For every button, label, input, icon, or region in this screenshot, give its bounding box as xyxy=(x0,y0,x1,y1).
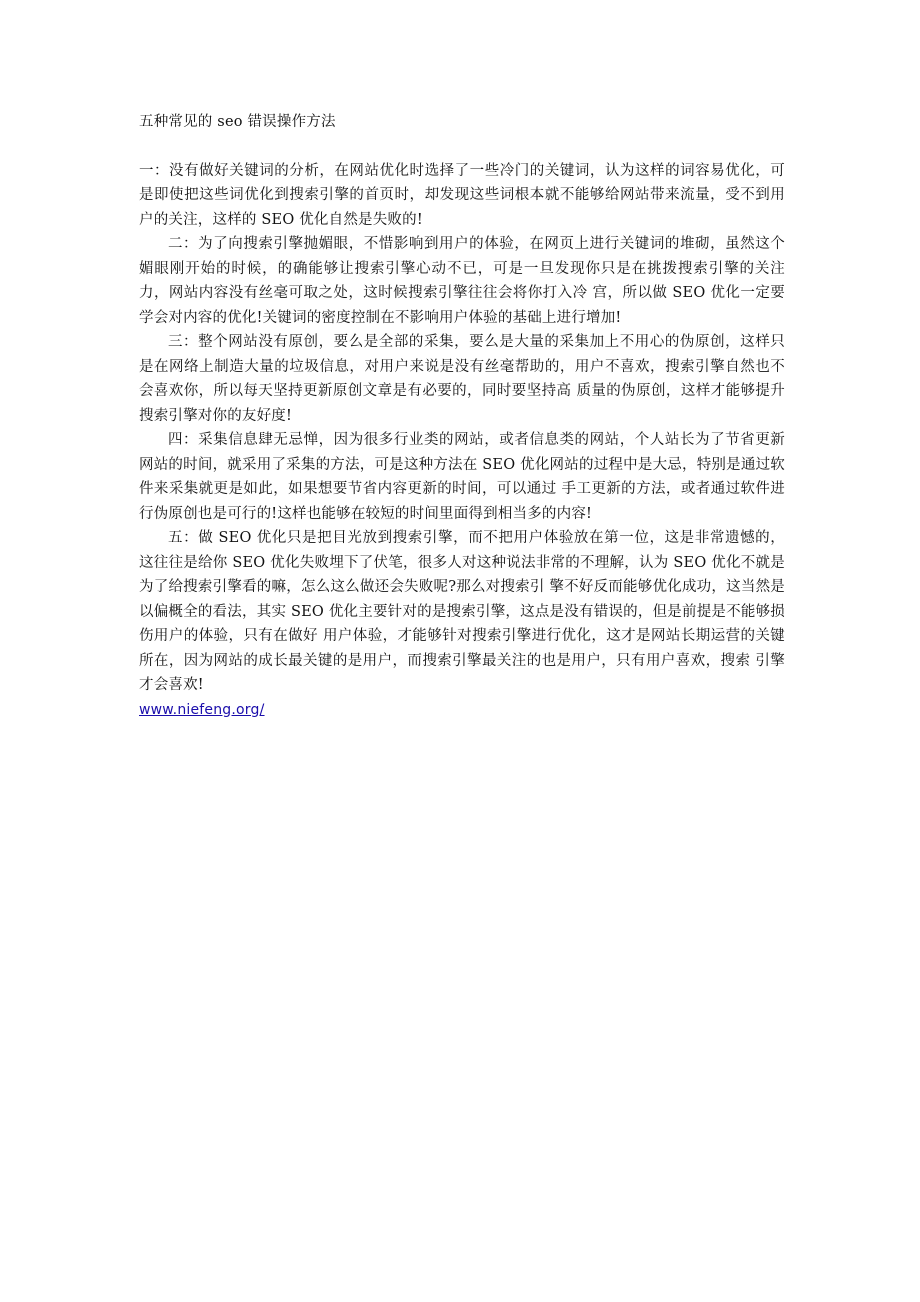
paragraph-3: 三：整个网站没有原创，要么是全部的采集，要么是大量的采集加上不用心的伪原创，这样只 是在网络上制造大量的垃圾信息，对用户来说是没有丝毫帮助的，用户不喜欢，搜索引擎自然也不会喜欢你，所以每天坚持更新原创文章是有必要的，同时要坚持高 质量的伪原创，这样才能够提升搜索引擎对你的友好度! xyxy=(139,334,785,424)
website-link[interactable]: www.niefeng.org/ xyxy=(139,701,265,718)
paragraph-1: 一：没有做好关键词的分析，在网站优化时选择了一些冷门的关键词，认为这样的词容易优化，可是即使把这些词优化到搜索引擎的首页时，却发现这些词根本就不能够给网站带来流量，受不到用户的关注，这样的 SEO 优化自然是失败的! xyxy=(139,162,785,228)
paragraph-4: 四：采集信息肆无忌惮，因为很多行业类的网站，或者信息类的网站，个人站长为了节省更新 网站的时间，就采用了采集的方法，可是这种方法在 SEO 优化网站的过程中是大忌，特别是通过软件来采集就更是如此，如果想要节省内容更新的时间，可以通过 手工更新的方法，或者通过软件进行伪原创也是可行的!这样也能够在较短的时间里面得到相当多的内容! xyxy=(139,432,785,522)
document-body xyxy=(139,110,785,722)
document-title: 五种常见的 seo 错误操作方法 xyxy=(139,114,336,130)
paragraph-2: 二：为了向搜索引擎抛媚眼，不惜影响到用户的体验，在网页上进行关键词的堆砌，虽然这个 媚眼刚开始的时候，的确能够让搜索引擎心动不已，可是一旦发现你只是在挑拨搜索引擎的关注力，网站内容没有丝毫可取之处，这时候搜索引擎往往会将你打入冷 宫，所以做 SEO 优化一定要学会对内容的优化!关键词的密度控制在不影响用户体验的基础上进行增加! xyxy=(139,236,785,326)
paragraph-5: 五：做 SEO 优化只是把目光放到搜索引擎，而不把用户体验放在第一位，这是非常遗憾的， 这往往是给你 SEO 优化失败埋下了伏笔，很多人对这种说法非常的不理解，认为 SEO 优化不就是为了给搜索引擎看的嘛，怎么这么做还会失败呢?那么对搜索引 擎不好反而能够优化成功，这当然是以偏概全的看法，其实 SEO 优化主要针对的是搜索引擎，这点是没有错误的，但是前提是不能够损伤用户的体验，只有在做好 用户体验，才能够针对搜索引擎进行优化，这才是网站长期运营的关键所在，因为网站的成长最关键的是用户，而搜索引擎最关注的也是用户，只有用户喜欢，搜索 引擎才会喜欢! xyxy=(139,530,785,693)
